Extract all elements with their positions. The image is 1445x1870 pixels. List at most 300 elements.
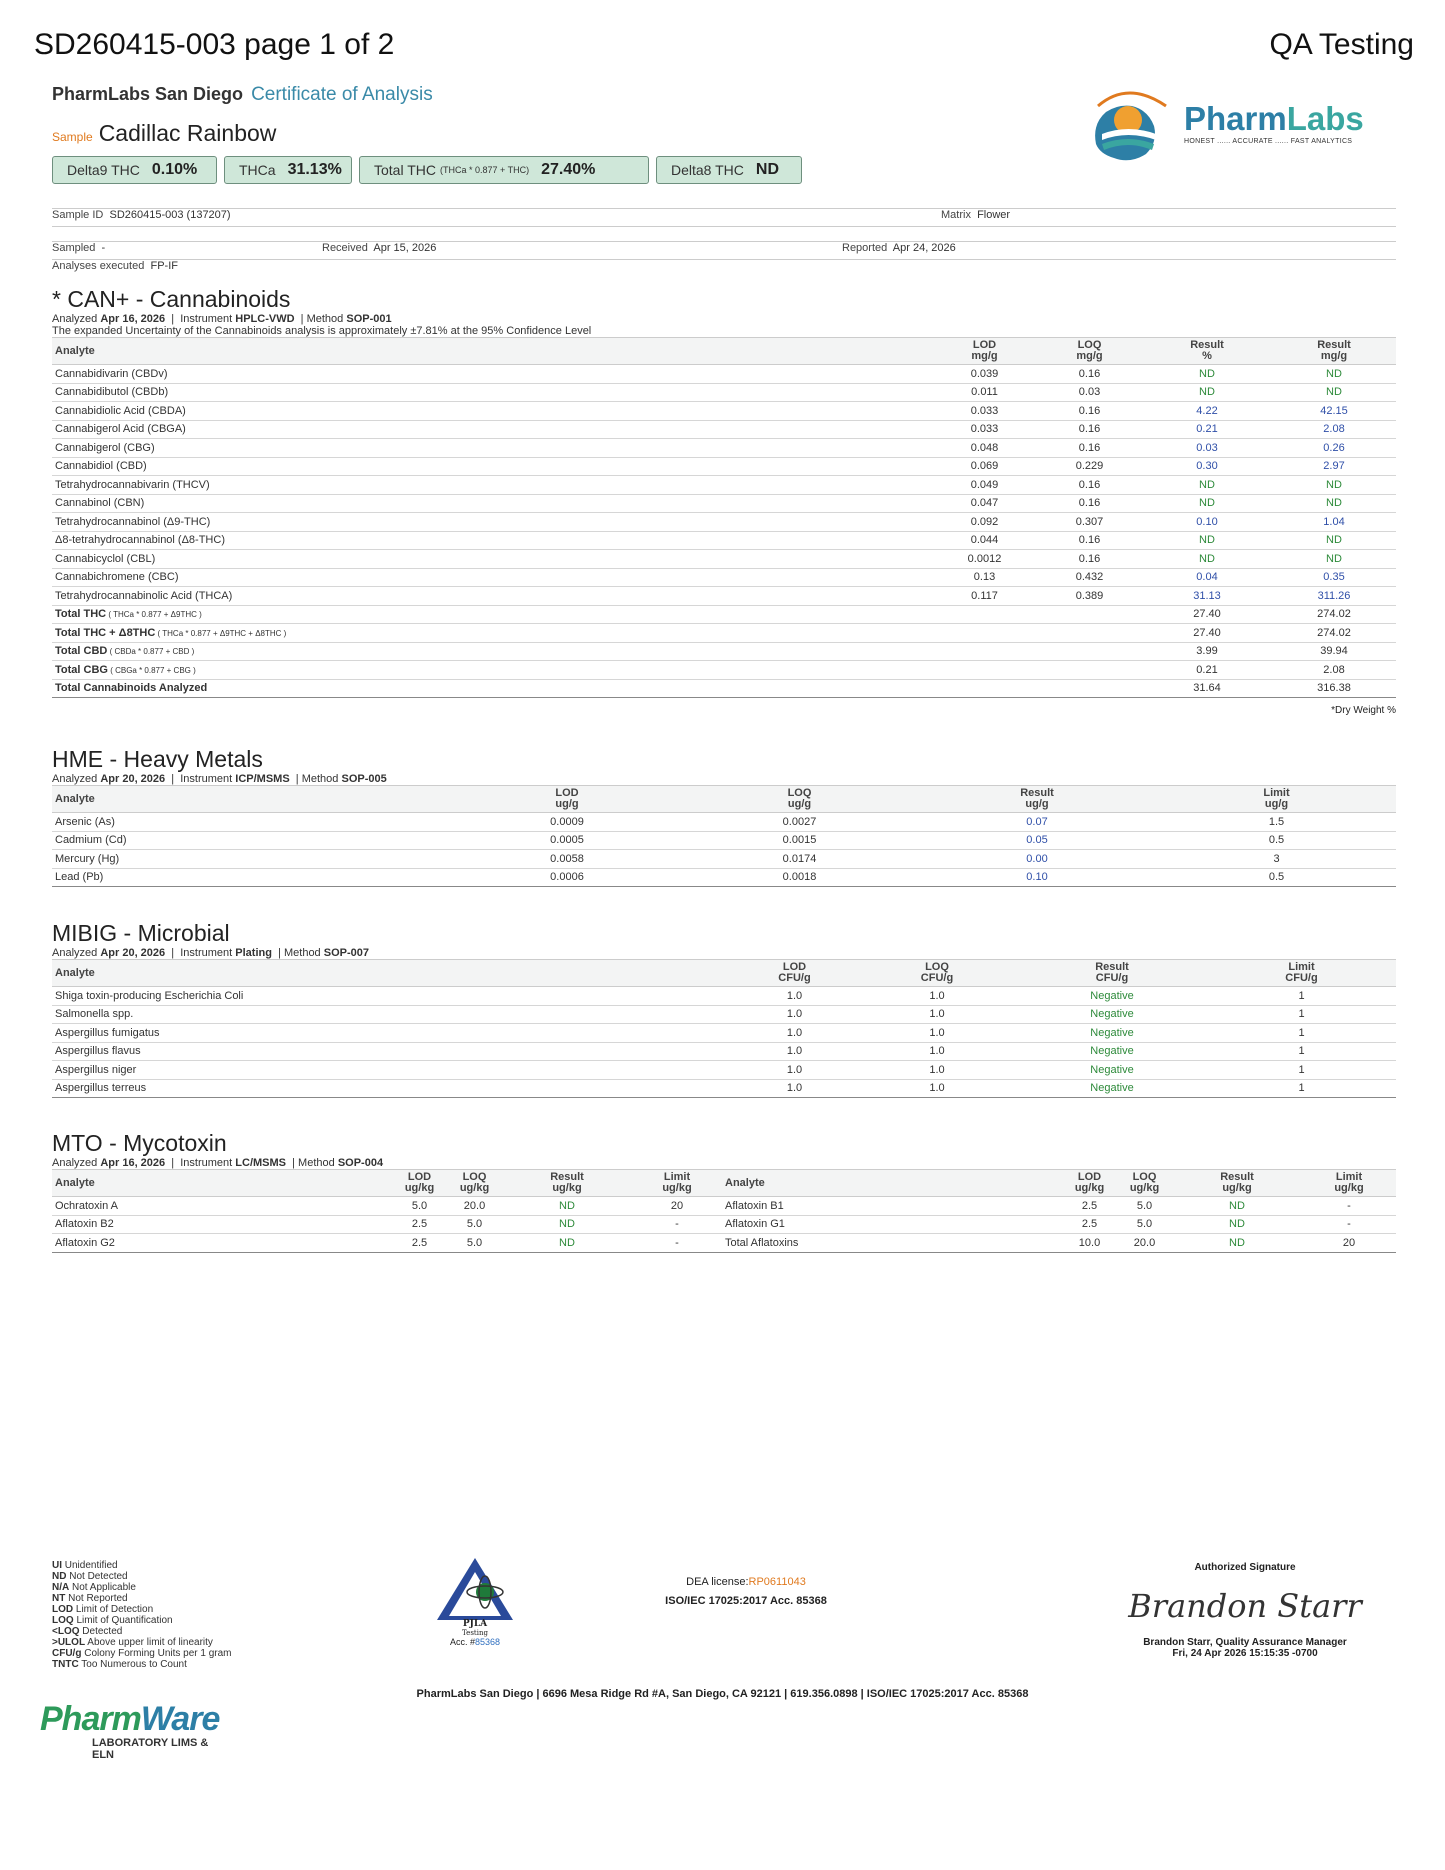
signature-title: Authorized Signature: [1194, 1562, 1296, 1573]
total-formula: ( THCa * 0.877 + Δ9THC ): [106, 610, 202, 620]
col-analyte: Analyte: [52, 1170, 392, 1197]
limit-value-2: -: [1302, 1215, 1396, 1234]
analyte-name: Aflatoxin G2: [52, 1234, 392, 1253]
legend-item: [52, 1626, 232, 1637]
lod-value: 0.0009: [452, 813, 682, 832]
document-type: Certificate of Analysis: [251, 84, 433, 105]
col-result-pct-label: Result %: [1190, 339, 1224, 362]
cannabinoids-table: [52, 337, 1396, 698]
loq-value-2: 20.0: [1117, 1234, 1172, 1253]
table-row: [52, 868, 1396, 887]
acc-number: 85368: [474, 1637, 501, 1647]
received-value: Apr 15, 2026: [373, 242, 437, 254]
delta8-pill: [656, 156, 802, 184]
sample-row: [52, 120, 276, 147]
analyte-name-2: Aflatoxin G1: [722, 1215, 1062, 1234]
lod-value: 0.033: [932, 402, 1037, 421]
table-row: [52, 1061, 1396, 1080]
table-row: [52, 531, 1396, 550]
legend-meaning: Limit of Detection: [73, 1604, 154, 1615]
lod-value: 0.047: [932, 494, 1037, 513]
lab-name: PharmLabs San Diego: [52, 84, 244, 104]
col-loq: [682, 786, 917, 813]
legend-abbr: <LOQ: [52, 1626, 80, 1637]
analyte-name: Aspergillus niger: [52, 1061, 732, 1080]
table-row: [52, 1079, 1396, 1098]
total-pct: 31.64: [1142, 679, 1272, 698]
total-thc-value: 27.40%: [541, 161, 596, 178]
col-analyte: Analyte: [52, 338, 932, 365]
lod-value-2: 10.0: [1062, 1234, 1117, 1253]
total-thc-label: Total THC: [374, 162, 436, 178]
result-mg: ND: [1272, 494, 1396, 513]
analyte-name: Cannabidibutol (CBDb): [52, 383, 932, 402]
loq-value: [1037, 624, 1142, 643]
total-pct: 3.99: [1142, 642, 1272, 661]
legend-meaning: Not Reported: [65, 1593, 128, 1604]
result-pct: ND: [1142, 476, 1272, 495]
lod-value: 0.049: [932, 476, 1037, 495]
col-result-mg-label: Result mg/g: [1317, 339, 1351, 362]
analyte-name: Cannabigerol Acid (CBGA): [52, 420, 932, 439]
pharmware-logo: [40, 1700, 230, 1761]
sampled-value: -: [101, 242, 106, 254]
loq-value: 0.16: [1037, 402, 1142, 421]
lod-value: [932, 661, 1037, 680]
legend-abbr: LOQ: [52, 1615, 74, 1626]
analyte-name: Cannabichromene (CBC): [52, 568, 932, 587]
analyzed-label: Analyzed: [52, 1157, 98, 1169]
loq-value-2: 5.0: [1117, 1197, 1172, 1216]
lod-value: [932, 642, 1037, 661]
limit-value: 1: [1207, 1042, 1396, 1061]
signature-block: [1110, 1562, 1380, 1659]
total-thc-formula: (THCa * 0.877 + THC): [439, 165, 530, 175]
col-limit-2: [1302, 1170, 1396, 1197]
limit-value-2: 20: [1302, 1234, 1396, 1253]
result-value-2: ND: [1172, 1197, 1302, 1216]
analyte-name: Arsenic (As): [52, 813, 452, 832]
pjla-label: PJLA: [462, 1619, 488, 1629]
total-name: Total THC + Δ8THC: [55, 626, 156, 639]
col-loq-2-label: LOQ ug/kg: [1129, 1171, 1160, 1194]
result-value: 0.05: [917, 831, 1157, 850]
lab-header: [52, 84, 433, 106]
col-result-label: Result ug/g: [1020, 787, 1054, 810]
legend-abbr: CFU/g: [52, 1648, 82, 1659]
total-pct: 27.40: [1142, 624, 1272, 643]
result-pct: 0.30: [1142, 457, 1272, 476]
analyte-name: Cannabigerol (CBG): [52, 439, 932, 458]
table-row: [52, 383, 1396, 402]
total-mg: 316.38: [1272, 679, 1396, 698]
result-pct: ND: [1142, 550, 1272, 569]
result-value: 0.00: [917, 850, 1157, 869]
iso-line: ISO/IEC 17025:2017 Acc. 85368: [665, 1595, 827, 1607]
legend-abbr: LOD: [52, 1604, 74, 1615]
loq-value: 1.0: [857, 1005, 1017, 1024]
result-mg: ND: [1272, 550, 1396, 569]
result-value: Negative: [1017, 1005, 1207, 1024]
reported-field: [842, 242, 956, 254]
total-row: [52, 624, 1396, 643]
total-name: Total THC: [55, 608, 107, 621]
analyte-name: Tetrahydrocannabivarin (THCV): [52, 476, 932, 495]
col-lod: [392, 1170, 447, 1197]
col-analyte: Analyte: [52, 960, 732, 987]
pharmware-sub: LABORATORY LIMS & ELN: [92, 1737, 209, 1761]
table-header: [52, 786, 1396, 813]
analyte-name: Aspergillus flavus: [52, 1042, 732, 1061]
matrix-label: Matrix: [941, 209, 971, 221]
table-row: [52, 550, 1396, 569]
col-loq-label: LOQ CFU/g: [920, 961, 954, 984]
metals-table: [52, 785, 1396, 887]
result-pct: ND: [1142, 365, 1272, 384]
total-name: Total CBG: [55, 663, 108, 676]
thca-label: THCa: [239, 162, 276, 178]
analyzed-date: Apr 20, 2026: [100, 773, 166, 785]
lod-value: 1.0: [732, 987, 857, 1006]
table-row: [52, 587, 1396, 606]
sample-name: Cadillac Rainbow: [98, 120, 277, 146]
col-lod: [452, 786, 682, 813]
lod-value-2: 2.5: [1062, 1197, 1117, 1216]
pjla-acc: [430, 1637, 520, 1647]
analyzed-label: Analyzed: [52, 313, 98, 325]
total-row: [52, 605, 1396, 624]
loq-value: 0.16: [1037, 550, 1142, 569]
analyzed-date: Apr 16, 2026: [100, 313, 166, 325]
loq-value: 0.389: [1037, 587, 1142, 606]
method-value: SOP-001: [346, 313, 392, 325]
result-pct: ND: [1142, 531, 1272, 550]
table-row: [52, 1005, 1396, 1024]
table-row: [52, 850, 1396, 869]
table-header: [52, 1170, 1396, 1197]
col-result-pct: [1142, 338, 1272, 365]
result-value: Negative: [1017, 1042, 1207, 1061]
loq-value: [1037, 605, 1142, 624]
result-mg: 0.26: [1272, 439, 1396, 458]
abbreviation-legend: [52, 1560, 232, 1670]
dea-label: DEA license:: [686, 1576, 749, 1588]
limit-value: -: [632, 1234, 722, 1253]
loq-value: 0.229: [1037, 457, 1142, 476]
method-value: SOP-007: [323, 947, 369, 959]
total-label: [52, 624, 932, 643]
dea-license: [626, 1576, 866, 1607]
lod-value: 2.5: [392, 1215, 447, 1234]
total-pct: 27.40: [1142, 605, 1272, 624]
col-loq: [857, 960, 1017, 987]
col-lod-label: LOD ug/kg: [404, 1171, 435, 1194]
pjla-logo-icon: [433, 1556, 517, 1626]
legend-item: [52, 1560, 232, 1571]
info-line-2: [52, 241, 1396, 260]
result-mg: ND: [1272, 531, 1396, 550]
analyte-name: Aflatoxin B2: [52, 1215, 392, 1234]
analyte-name: Tetrahydrocannabinol (Δ9-THC): [52, 513, 932, 532]
table-header: [52, 960, 1396, 987]
limit-value: 0.5: [1157, 868, 1396, 887]
lod-value: 0.0058: [452, 850, 682, 869]
analyte-name-2: Aflatoxin B1: [722, 1197, 1062, 1216]
col-limit-label: Limit CFU/g: [1285, 961, 1318, 984]
analyte-name: Tetrahydrocannabinolic Acid (THCA): [52, 587, 932, 606]
lod-value: 0.011: [932, 383, 1037, 402]
col-analyte: Analyte: [52, 786, 452, 813]
result-mg: 42.15: [1272, 402, 1396, 421]
instrument-value: HPLC-VWD: [235, 313, 295, 325]
total-mg: 2.08: [1272, 661, 1396, 680]
analyte-name: Δ8-tetrahydrocannabinol (Δ8-THC): [52, 531, 932, 550]
table-row: [52, 1042, 1396, 1061]
total-thc-pill: [359, 156, 649, 184]
result-pct: 4.22: [1142, 402, 1272, 421]
analyte-name: Cannabicyclol (CBL): [52, 550, 932, 569]
loq-value: [1037, 661, 1142, 680]
loq-value: 0.16: [1037, 420, 1142, 439]
info-line-1: [52, 208, 1396, 227]
dry-weight-note: *Dry Weight %: [1331, 705, 1396, 716]
result-pct: 0.04: [1142, 568, 1272, 587]
legend-item: [52, 1615, 232, 1626]
loq-value: 0.0027: [682, 813, 917, 832]
total-formula: ( CBDa * 0.877 + CBD ): [107, 647, 195, 657]
result-value: Negative: [1017, 1061, 1207, 1080]
table-header: [52, 338, 1396, 365]
total-mg: 274.02: [1272, 605, 1396, 624]
col-result-2-label: Result ug/kg: [1220, 1171, 1254, 1194]
loq-value: 0.307: [1037, 513, 1142, 532]
col-result: [502, 1170, 632, 1197]
total-row: [52, 661, 1396, 680]
limit-value: 1: [1207, 1079, 1396, 1098]
result-value-2: ND: [1172, 1234, 1302, 1253]
lod-value: 0.044: [932, 531, 1037, 550]
loq-value: [1037, 679, 1142, 698]
total-label: [52, 661, 932, 680]
lod-value: 0.039: [932, 365, 1037, 384]
lod-value: 1.0: [732, 1079, 857, 1098]
legend-meaning: Too Numerous to Count: [78, 1659, 187, 1670]
analyte-name: Ochratoxin A: [52, 1197, 392, 1216]
pharmware-wordmark: [40, 1700, 230, 1739]
thca-pill: [224, 156, 352, 184]
lab-address: PharmLabs San Diego | 6696 Mesa Ridge Rd #A, San Diego, CA 92121 | 619.356.0898 | ISO/IEC 17025:2017 Acc. 85368: [416, 1688, 1029, 1700]
col-loq-label: LOQ ug/kg: [459, 1171, 490, 1194]
legend-abbr: >ULOL: [52, 1637, 86, 1648]
loq-value: 0.16: [1037, 494, 1142, 513]
result-pct: 0.21: [1142, 420, 1272, 439]
cannabinoids-title: * CAN+ - Cannabinoids: [52, 286, 291, 312]
col-result-label: Result CFU/g: [1095, 961, 1129, 984]
loq-value: 1.0: [857, 1061, 1017, 1080]
result-value: ND: [502, 1197, 632, 1216]
method-label: Method: [298, 1157, 335, 1169]
table-row: [52, 1234, 1396, 1253]
result-value-2: ND: [1172, 1215, 1302, 1234]
reported-value: Apr 24, 2026: [892, 242, 956, 254]
col-limit: [632, 1170, 722, 1197]
lod-value: 0.033: [932, 420, 1037, 439]
received-label: Received: [322, 242, 368, 254]
microbial-meta: Analyzed Apr 20, 2026 | Instrument Plating | Method SOP-007: [52, 947, 369, 959]
result-value: Negative: [1017, 1024, 1207, 1043]
total-name: Total Cannabinoids Analyzed: [55, 682, 208, 695]
col-limit-2-label: Limit ug/kg: [1334, 1171, 1364, 1194]
analyte-name: Aspergillus fumigatus: [52, 1024, 732, 1043]
method-label: Method: [301, 773, 339, 785]
col-loq-label: LOQ mg/g: [1076, 339, 1103, 362]
col-lod-label: LOD CFU/g: [778, 961, 811, 984]
mycotoxin-section: [52, 1130, 1396, 1253]
received-field: [322, 242, 436, 254]
limit-value: 1: [1207, 1005, 1396, 1024]
delta9-label: Delta9 THC: [67, 162, 140, 178]
instrument-label: Instrument: [180, 313, 233, 325]
col-limit-label: Limit ug/kg: [662, 1171, 692, 1194]
matrix-field: [941, 209, 1010, 221]
result-pct: ND: [1142, 383, 1272, 402]
col-lod-label: LOD mg/g: [971, 339, 998, 362]
table-row: [52, 513, 1396, 532]
logo-wordmark: [1184, 100, 1364, 138]
result-mg: 311.26: [1272, 587, 1396, 606]
matrix-value: Flower: [977, 209, 1011, 221]
loq-value: 20.0: [447, 1197, 502, 1216]
legend-meaning: Unidentified: [62, 1560, 118, 1571]
lod-value-2: 2.5: [1062, 1215, 1117, 1234]
col-loq-label: LOQ ug/g: [787, 787, 812, 810]
analyte-name: Cannabidiol (CBD): [52, 457, 932, 476]
lod-value: 1.0: [732, 1061, 857, 1080]
total-label: [52, 642, 932, 661]
limit-value: 1: [1207, 1024, 1396, 1043]
col-limit-label: Limit ug/g: [1263, 787, 1290, 810]
pjla-sub: Testing: [462, 1629, 488, 1637]
total-formula: ( CBGa * 0.877 + CBG ): [107, 665, 196, 675]
loq-value: 1.0: [857, 1042, 1017, 1061]
loq-value: 0.0174: [682, 850, 917, 869]
cannabinoids-meta: Analyzed Apr 16, 2026 | Instrument HPLC-VWD | Method SOP-001: [52, 313, 392, 325]
table-row: [52, 1215, 1396, 1234]
result-mg: 2.08: [1272, 420, 1396, 439]
reported-label: Reported: [842, 242, 888, 254]
legend-meaning: Detected: [79, 1626, 123, 1637]
instrument-label: Instrument: [180, 1157, 233, 1169]
logo-tagline: HONEST ...... ACCURATE ...... FAST ANALYTICS: [1184, 138, 1353, 145]
total-row: [52, 642, 1396, 661]
limit-value: 1.5: [1157, 813, 1396, 832]
lod-value: [932, 624, 1037, 643]
table-row: [52, 420, 1396, 439]
col-lod-label: LOD ug/g: [555, 787, 579, 810]
loq-value: 1.0: [857, 987, 1017, 1006]
legend-abbr: NT: [52, 1593, 66, 1604]
limit-value: 1: [1207, 987, 1396, 1006]
lod-value: 0.0012: [932, 550, 1037, 569]
microbial-section: [52, 920, 1396, 1098]
lod-value: [932, 679, 1037, 698]
lod-value: 0.117: [932, 587, 1037, 606]
limit-value: -: [632, 1215, 722, 1234]
lod-value: 1.0: [732, 1024, 857, 1043]
legend-meaning: Limit of Quantification: [73, 1615, 173, 1626]
analyte-name: Mercury (Hg): [52, 850, 452, 869]
loq-value: 1.0: [857, 1024, 1017, 1043]
col-result-mg: [1272, 338, 1396, 365]
sample-id-value: SD260415-003 (137207): [109, 209, 231, 221]
acc-label: Acc. #: [449, 1637, 475, 1647]
method-value: SOP-005: [341, 773, 387, 785]
col-lod-2: [1062, 1170, 1117, 1197]
instrument-value: Plating: [235, 947, 272, 959]
lod-value: 1.0: [732, 1042, 857, 1061]
pharmlabs-logo: [1088, 84, 1398, 160]
total-mg: 274.02: [1272, 624, 1396, 643]
delta9-value: 0.10%: [151, 161, 198, 178]
table-row: [52, 494, 1396, 513]
table-row: [52, 813, 1396, 832]
instrument-value: LC/MSMS: [235, 1157, 287, 1169]
pjla-badge: [430, 1556, 520, 1647]
limit-value: 0.5: [1157, 831, 1396, 850]
result-value: ND: [502, 1234, 632, 1253]
lod-value: 0.069: [932, 457, 1037, 476]
legend-abbr: TNTC: [52, 1659, 79, 1670]
table-row: [52, 568, 1396, 587]
col-lod: [732, 960, 857, 987]
loq-value: 0.16: [1037, 476, 1142, 495]
mycotoxin-meta: Analyzed Apr 16, 2026 | Instrument LC/MSMS | Method SOP-004: [52, 1157, 384, 1169]
col-result-2: [1172, 1170, 1302, 1197]
table-row: [52, 439, 1396, 458]
loq-value: [1037, 642, 1142, 661]
top-bar: [34, 28, 1414, 68]
col-limit: [1207, 960, 1396, 987]
limit-value: 1: [1207, 1061, 1396, 1080]
microbial-table: [52, 959, 1396, 1098]
analyte-name: Aspergillus terreus: [52, 1079, 732, 1098]
lod-value: 0.13: [932, 568, 1037, 587]
result-mg: 0.35: [1272, 568, 1396, 587]
loq-value: 5.0: [447, 1234, 502, 1253]
mycotoxin-table: [52, 1169, 1396, 1253]
pharmlabs-emblem-icon: [1088, 84, 1180, 164]
sample-id-label: Sample ID: [52, 209, 104, 221]
legend-abbr: N/A: [52, 1582, 70, 1593]
table-row: [52, 365, 1396, 384]
col-loq: [447, 1170, 502, 1197]
mycotoxin-title: MTO - Mycotoxin: [52, 1130, 227, 1156]
legend-meaning: Above upper limit of linearity: [85, 1637, 213, 1648]
logo-word-1: Pharm: [1184, 100, 1287, 137]
table-row: [52, 402, 1396, 421]
result-mg: 2.97: [1272, 457, 1396, 476]
loq-value: 0.0015: [682, 831, 917, 850]
metals-section: [52, 746, 1396, 887]
total-label: [52, 679, 932, 698]
analyzed-date: Apr 16, 2026: [100, 1157, 166, 1169]
dea-line: [626, 1576, 866, 1588]
report-page-id: SD260415-003 page 1 of 2: [34, 28, 395, 61]
analyte-name: Cadmium (Cd): [52, 831, 452, 850]
col-result: [1017, 960, 1207, 987]
microbial-title: MIBIG - Microbial: [52, 920, 230, 946]
total-mg: 39.94: [1272, 642, 1396, 661]
